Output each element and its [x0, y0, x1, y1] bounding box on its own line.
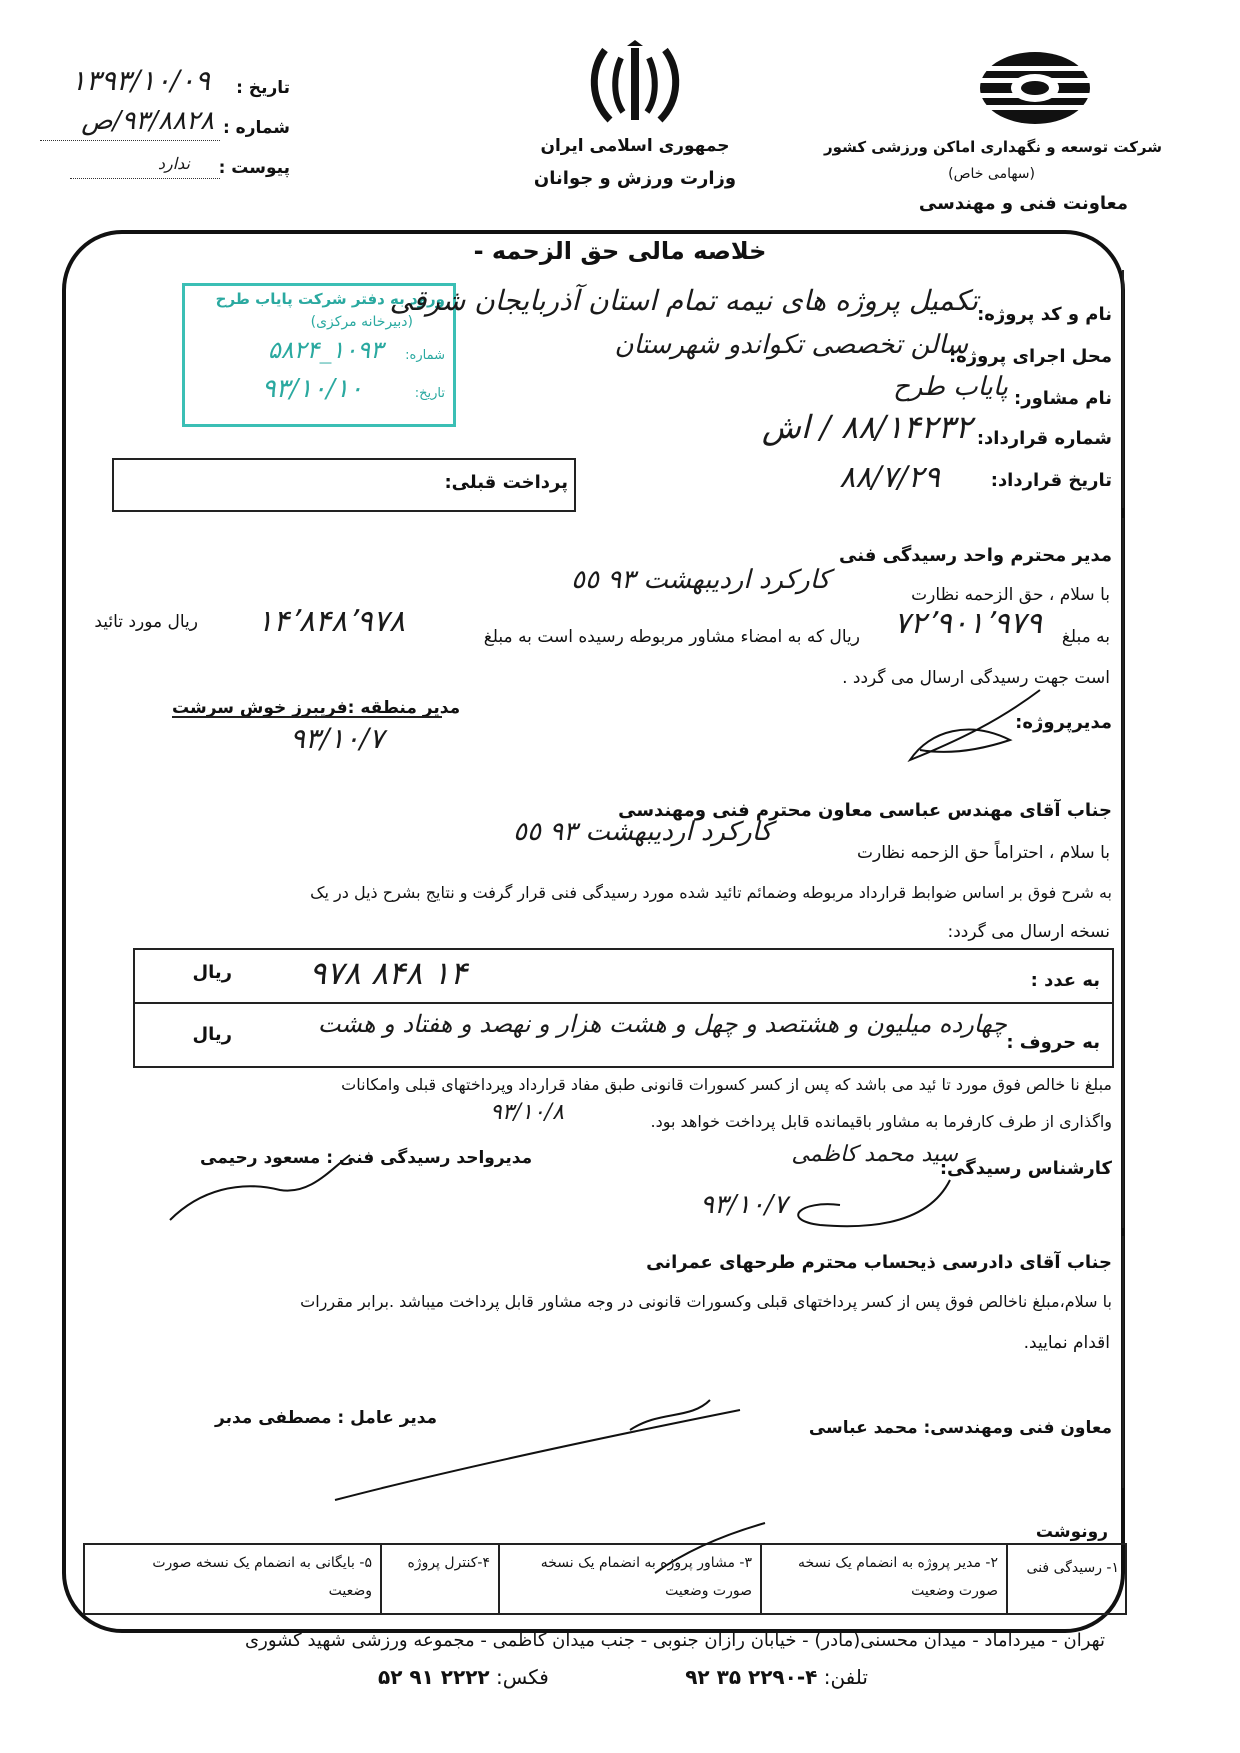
region-manager-line	[172, 716, 442, 718]
amount-numeric-label: به عدد :	[1030, 970, 1100, 991]
amount-words-rial: ریال	[192, 1024, 232, 1045]
stamp-date-value: ۹۳/۱۰/۱۰	[261, 374, 363, 404]
contract-number-label: شماره قرارداد:	[976, 428, 1112, 449]
contract-date-value: ۸۸/۷/۲۹	[839, 460, 940, 495]
section1-date-hand: ۹۳/۱۰/۷	[290, 722, 385, 755]
project-name-label: نام و کد پروژه:	[977, 304, 1112, 325]
footer-phone-row	[685, 1665, 868, 1689]
amount-words-label: به حروف :	[1006, 1032, 1100, 1053]
emblem-icon	[585, 40, 685, 130]
region-manager: مدیر منطقه :فریبرز خوش سرشت	[172, 698, 461, 718]
contract-number-value: ۸۸/۱۴۲۳۲ / اش	[761, 408, 972, 446]
project-location-label: محل اجرای پروژه:	[948, 346, 1112, 367]
page-title: خلاصه مالی حق الزحمه -	[473, 237, 767, 265]
amount-numeric-box	[133, 948, 1114, 1004]
company-name: شرکت توسعه و نگهداری اماکن ورزشی کشور	[824, 138, 1162, 156]
cc-row	[83, 1543, 1127, 1615]
attachment-row	[40, 152, 290, 188]
number-underline	[40, 140, 220, 141]
footer-phone-value: ۴-۲۲۹۰ ۳۵ ۹۲	[685, 1665, 818, 1689]
cc-check-mark-icon	[650, 1518, 770, 1578]
previous-payment-label: پرداخت قبلی:	[444, 472, 568, 493]
footer-fax-label: فکس:	[495, 1665, 549, 1689]
amount-numeric-rial: ریال	[192, 962, 232, 983]
stamp-date-label: تاریخ:	[414, 386, 445, 401]
amount-numeric-hand: ۱۴ ۸۴۸ ۹۷۸	[309, 954, 467, 992]
previous-payment-box	[112, 458, 576, 512]
attachment-value: ندارد	[157, 154, 190, 173]
iran-emblem	[585, 40, 685, 130]
stamp-number-label: شماره:	[405, 348, 445, 363]
consultant-value: پایاب طرح	[893, 372, 1008, 402]
section1-line3: است جهت رسیدگی ارسال می گردد .	[842, 668, 1110, 688]
number-label: شماره :	[222, 118, 290, 138]
republic-name: جمهوری اسلامی ایران	[540, 136, 730, 156]
section2-line1-prefix: با سلام ، احتراماً حق الزحمه نظارت	[857, 843, 1110, 863]
section1-line2-prefix: به مبلغ	[1061, 627, 1110, 647]
expert-hand: سید محمد کاظمی	[791, 1142, 958, 1167]
cc-item: ۲- مدیر پروژه به انضمام یک نسخه صورت وضعیت	[760, 1545, 1006, 1613]
cc-item: ۵- بایگانی به انضمام یک نسخه صورت وضعیت	[152, 1555, 372, 1599]
section1-line1-prefix: با سلام ، حق الزحمه نظارت	[911, 585, 1110, 605]
ceo-name: مدیر عامل : مصطفی مدبر	[215, 1408, 438, 1428]
project-name-value: تکمیل پروژه های نیمه تمام استان آذربایجان شرقی	[389, 284, 978, 317]
expert-label: کارشناس رسیدگی:	[939, 1158, 1112, 1179]
ministry-name: وزارت ورزش و جوانان	[533, 168, 737, 189]
stamp-line1: ورود به دفتر شرکت پایاب طرح	[215, 290, 445, 308]
date-value: ۱۳۹۳/۱۰/۰۹	[70, 64, 210, 97]
company-sub: (سهامی خاص)	[948, 166, 1035, 182]
company-logo-icon	[975, 48, 1095, 128]
deputy-signature-icon	[330, 1390, 750, 1510]
number-value: ۹۳/۸۸۲۸/ص	[81, 106, 214, 136]
stamp-number-value: ۱۰۹۳_۵۸۲۴	[267, 336, 383, 364]
company-logo	[975, 48, 1095, 128]
section2-heading: جناب آقای مهندس عباسی معاون محترم فنی ومهندسی	[618, 800, 1112, 821]
stamp-line2: (دبیرخانه مرکزی)	[310, 314, 413, 330]
attachment-label: پیوست :	[218, 158, 290, 178]
section2-date-hand: ۹۳/۱۰/۷	[700, 1190, 788, 1220]
cc-item: ۴-کنترل پروژه	[380, 1545, 498, 1613]
project-manager-signature-icon	[890, 680, 1050, 770]
project-manager-label: مدیرپروژه:	[1015, 712, 1112, 733]
section1-line1-hand: کارکرد اردیبهشت ۹۳ ٥٥	[571, 565, 830, 595]
section2-note-line2: واگذاری از طرف کارفرما به مشاور باقیمانده قابل پرداخت خواهد بود.	[650, 1112, 1112, 1131]
footer-phone-label: تلفن:	[823, 1665, 868, 1689]
footer-fax-row	[378, 1665, 549, 1689]
section3-line2: اقدام نمایید.	[1023, 1333, 1110, 1353]
contract-date-label: تاریخ قرارداد:	[990, 470, 1112, 491]
section1-heading: مدیر محترم واحد رسیدگی فنی	[839, 545, 1112, 566]
amount-words-hand: چهارده میلیون و هشتصد و چهل و هشت هزار و نهصد و هفتاد و هشت	[317, 1010, 1007, 1038]
consultant-label: نام مشاور:	[1014, 388, 1112, 409]
tech-unit-manager: مدیرواحد رسیدگی فنی : مسعود رحیمی	[200, 1148, 533, 1168]
deputy-name: معاونت فنی و مهندسی	[918, 193, 1128, 214]
tech-unit-manager-signature-icon	[160, 1150, 360, 1230]
section1-approved-hand: ۱۴٬۸۴۸٬۹۷۸	[257, 604, 405, 639]
section1-line2-suffix: ریال مورد تائید	[94, 612, 198, 632]
amount-words-box	[133, 1000, 1114, 1068]
footer-address: تهران - میرداماد - میدان محسنی(مادر) - خیابان رازان جنوبی - جنب میدان کاظمی - مجموعه ورزشی شهید کشوری	[245, 1630, 1105, 1651]
section2-line3: نسخه ارسال می گردد:	[947, 922, 1110, 942]
cc-item: ۳- مشاور پروژه به انضمام یک نسخه صورت وضعیت	[498, 1545, 760, 1613]
date-label: تاریخ :	[236, 78, 290, 98]
footer-fax-value: ۲۲۲۲ ۹۱ ۵۲	[378, 1665, 490, 1689]
section2-note-hand-date: ۹۳/۱۰/۸	[490, 1100, 564, 1125]
deputy-signature-name: معاون فنی ومهندسی: محمد عباسی	[808, 1418, 1112, 1438]
number-row	[40, 106, 290, 148]
section2-line1-hand: کارکرد اردیبهشت ۹۳ ٥٥	[513, 817, 772, 847]
section1-amount-hand: ۷۲٬۹۰۱٬۹۷۹	[894, 606, 1042, 641]
section3-heading: جناب آقای دادرسی ذیحساب محترم طرحهای عمرانی	[646, 1252, 1112, 1273]
section2-line2: به شرح فوق بر اساس ضوابط قرارداد مربوطه وضمائم تائید شده مورد رسیدگی فنی قرار گرفت و نتایج بشرح ذیل در یک	[310, 883, 1112, 902]
attachment-underline	[70, 178, 220, 179]
project-location-value: سالن تخصصی تکواندو شهرستان	[614, 330, 968, 360]
section1-line2-mid: ریال که به امضاء مشاور مربوطه رسیده است به مبلغ	[483, 627, 860, 647]
section2-note-line1: مبلغ نا خالص فوق مورد تا ئید می باشد که پس از کسر کسورات قانونی طبق مفاد قرارداد وپرداختهای قبلی وامکانات	[341, 1075, 1112, 1094]
cc-label: رونوشت	[1035, 1522, 1108, 1542]
cc-item: ۱- رسیدگی فنی	[1006, 1545, 1125, 1613]
section3-line1: با سلام،مبلغ ناخالص فوق پس از کسر پرداختهای قبلی وکسورات قانونی در وجه مشاور قابل پرداخت میباشد .برابر مقررات	[300, 1292, 1112, 1311]
date-row	[40, 64, 290, 108]
